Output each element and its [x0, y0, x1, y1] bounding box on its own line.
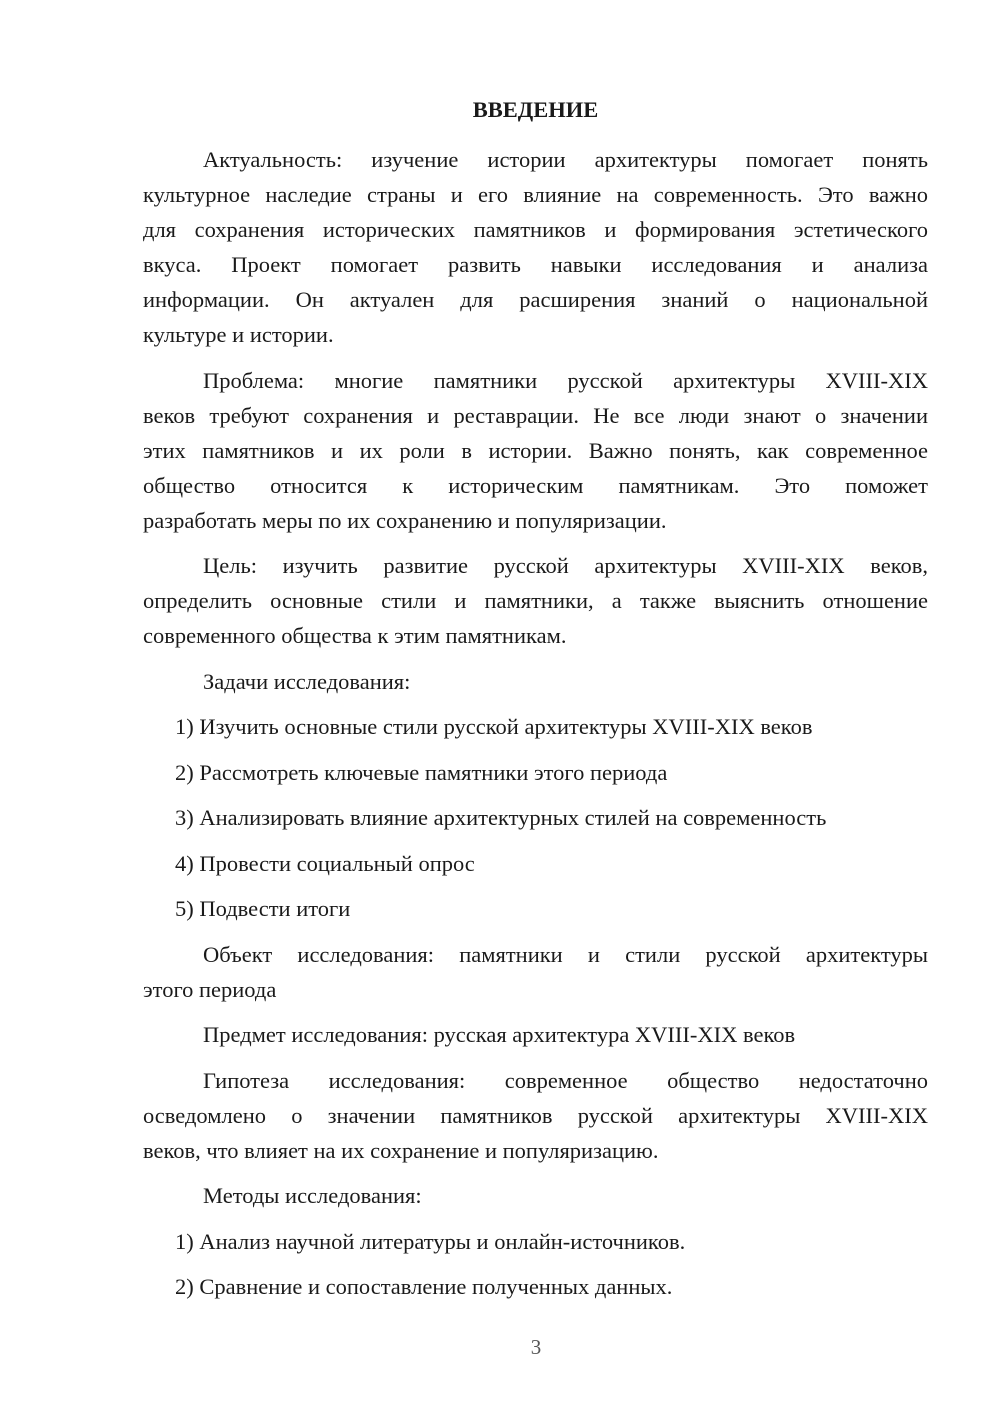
text-line: вкуса. Проект помогает развить навыки исследования и анализа: [143, 252, 928, 277]
object-paragraph: [143, 937, 928, 1007]
text-line: Цель: изучить развитие русской архитектуры XVIII-XIX веков,: [203, 553, 928, 578]
document-page: [143, 92, 928, 1315]
problem-paragraph: [143, 363, 928, 538]
text-line: общество относится к историческим памятникам. Это поможет: [143, 472, 928, 498]
text-line: Объект исследования: памятники и стили русской архитектуры: [203, 941, 928, 967]
method-item: [143, 1269, 928, 1304]
text-line: современного общества к этим памятникам.: [143, 623, 567, 648]
task-item: [143, 800, 928, 835]
text-line: 1) Анализ научной литературы и онлайн-источников.: [175, 1228, 686, 1254]
methods-heading: [143, 1178, 928, 1213]
method-item: [143, 1224, 928, 1259]
text-line: культурное наследие страны и его влияние на современность. Это важно: [143, 182, 928, 207]
page-title: ВВЕДЕНИЕ: [472, 97, 599, 122]
text-line: 2) Рассмотреть ключевые памятники этого периода: [175, 759, 668, 785]
text-line: Проблема: многие памятники русской архитектуры XVIII-XIX: [203, 367, 928, 393]
text-line: этих памятников и их роли в истории. Важно понять, как современное: [143, 437, 928, 463]
text-line: осведомлено о значении памятников русской архитектуры XVIII-XIX: [143, 1102, 928, 1128]
text-line: Актуальность: изучение истории архитектуры помогает понять: [203, 147, 928, 172]
text-line: разработать меры по их сохранению и популяризации.: [143, 507, 667, 533]
text-line: определить основные стили и памятники, а также выяснить отношение: [143, 588, 928, 613]
text-line: информации. Он актуален для расширения знаний о национальной: [143, 287, 928, 312]
text-line: веков, что влияет на их сохранение и популяризацию.: [143, 1137, 659, 1163]
task-item: [143, 891, 928, 926]
text-line: для сохранения исторических памятников и формирования эстетического: [143, 217, 928, 242]
task-item: [143, 755, 928, 790]
relevance-paragraph: [143, 142, 928, 352]
task-item: [143, 709, 928, 744]
tasks-heading: [143, 664, 928, 699]
text-line: 5) Подвести итоги: [175, 896, 351, 921]
text-line: 4) Провести социальный опрос: [175, 850, 475, 876]
text-line: Методы исследования:: [203, 1183, 422, 1208]
text-line: культуре и истории.: [143, 322, 334, 347]
text-line: 1) Изучить основные стили русской архитектуры XVIII-XIX веков: [175, 714, 813, 739]
page-number: 3: [530, 1335, 542, 1359]
text-line: Предмет исследования: русская архитектура XVIII-XIX веков: [203, 1022, 796, 1047]
document-body: [143, 142, 928, 1304]
text-line: 2) Сравнение и сопоставление полученных данных.: [175, 1274, 673, 1299]
goal-paragraph: [143, 548, 928, 653]
hypothesis-paragraph: [143, 1063, 928, 1168]
text-line: 3) Анализировать влияние архитектурных стилей на современность: [175, 805, 827, 830]
text-line: Задачи исследования:: [203, 668, 411, 694]
task-item: [143, 846, 928, 881]
subject-paragraph: [143, 1017, 928, 1052]
text-line: веков требуют сохранения и реставрации. Не все люди знают о значении: [143, 402, 928, 428]
text-line: этого периода: [143, 976, 277, 1002]
text-line: Гипотеза исследования: современное общество недостаточно: [203, 1067, 928, 1093]
